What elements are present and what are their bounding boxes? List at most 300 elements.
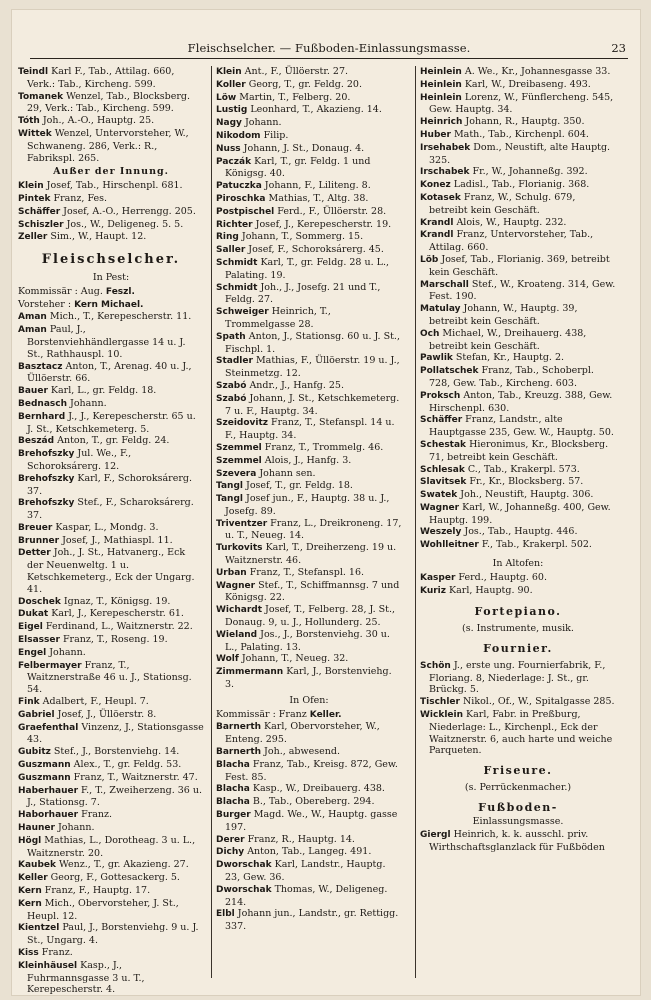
entry-details: Johann, R., Hauptg. 350.	[462, 116, 585, 128]
entry-details: Karl, Hauptg. 90.	[446, 584, 533, 596]
entry-name: Pawlik	[420, 353, 453, 364]
entry-details: Sim., W., Haupt. 12.	[47, 231, 147, 243]
entry-name: Schiszler	[18, 219, 64, 230]
entry-details: Karl, W., Dreibaseng. 493.	[461, 78, 591, 90]
directory-entry	[216, 859, 402, 884]
entry-details: Franz, T., Roseng. 19.	[59, 634, 168, 646]
directory-entry	[18, 722, 204, 747]
entry-details: Alois, J., Hanfg. 3.	[261, 454, 352, 466]
entry-name: Spath	[216, 331, 246, 342]
directory-entry	[18, 809, 204, 822]
entry-details: Josef, J., Mathiaspl. 11.	[59, 534, 173, 546]
directory-entry	[420, 92, 616, 117]
directory-entry	[18, 885, 204, 898]
entry-name: Löb	[420, 254, 439, 265]
entry-name: Fink	[18, 697, 40, 708]
entry-details: Franz, W., Schulg. 679, betreibt kein Geschäft.	[429, 191, 576, 216]
section-title-fortepiano: Fortepiano.	[474, 605, 562, 619]
page-header	[30, 34, 628, 59]
directory-entry	[216, 542, 402, 567]
entry-details: Lorenz, W., Fünflercheng. 545, Gew. Hauptg. 34.	[429, 91, 614, 116]
entry-name: Schön	[420, 660, 451, 671]
entry-details: Hieronimus, Kr., Blocksberg. 71, betreibt kein Geschäft.	[429, 438, 609, 463]
directory-entry	[420, 439, 616, 464]
entry-name: Heinlein	[420, 79, 462, 90]
entry-details: Wenzel, Untervorsteher, W., Schwaneng. 286, Verk.: R., Fabrikspl. 265.	[27, 127, 189, 164]
entry-name: Zimmermann	[216, 667, 284, 678]
entry-name: Felbermayer	[18, 660, 82, 671]
entry-name: Elsasser	[18, 635, 60, 646]
entry-name: Graefenthal	[18, 722, 79, 733]
entry-name: Haberhauer	[18, 785, 79, 796]
entry-details: Franz, Tab., Schoberpl. 728, Gew. Tab., Kircheng. 603.	[429, 365, 594, 389]
entry-details: Dom., Neustift, alte Hauptg. 325.	[429, 141, 611, 166]
directory-entry	[18, 128, 204, 164]
column-1	[18, 66, 204, 996]
directory-entry	[420, 66, 616, 79]
directory-entry	[216, 746, 402, 759]
entry-name: Tóth	[18, 116, 40, 127]
entry-details: Josef jun., F., Hauptg. 38 u. J., Josefg. 89.	[225, 493, 390, 517]
entry-details: Johann, T., Neueg. 32.	[238, 653, 349, 665]
entry-details: Kasp., J., Fuhrmannsgasse 3 u. T., Kerepescherstr. 4.	[27, 959, 145, 996]
entry-details: Karl, J., Kerepescherstr. 61.	[48, 608, 184, 620]
directory-entry	[216, 380, 402, 393]
entry-name: Hauner	[18, 823, 55, 834]
entry-name: Tangl	[216, 494, 243, 505]
entry-name: Nagy	[216, 118, 242, 129]
directory-entry	[18, 66, 204, 91]
directory-entry	[420, 229, 616, 254]
entry-details: Ferd., F., Üllöerstr. 28.	[274, 205, 387, 217]
entry-details: C., Tab., Krakerpl. 573.	[464, 463, 580, 475]
entry-details: Johann.	[67, 397, 107, 409]
entry-details: F., Tab., Krakerpl. 502.	[478, 539, 592, 551]
entry-name: Brunner	[18, 535, 60, 546]
directory-entry	[420, 709, 616, 757]
directory-entry	[216, 156, 402, 181]
entry-name: Derer	[216, 834, 245, 845]
entry-name: Wicklein	[420, 710, 464, 721]
directory-entry	[420, 79, 616, 92]
entry-details: Joh., A.-O., Hauptg. 25.	[39, 115, 155, 127]
entry-name: Giergl	[420, 830, 451, 841]
entry-name: Postpischel	[216, 206, 275, 217]
entry-name: Doschek	[18, 596, 61, 607]
directory-entry	[420, 572, 616, 585]
directory-entry	[18, 435, 204, 448]
directory-entry	[420, 489, 616, 502]
directory-entry	[18, 219, 204, 232]
entry-details: Karl, Obervorsteher, W., Enteng. 295.	[225, 721, 380, 746]
directory-entry	[216, 493, 402, 518]
entry-name: Guszmann	[18, 760, 71, 771]
entry-details: Franz, Untervorsteher, Tab., Attilag. 660.	[429, 229, 594, 254]
directory-entry	[18, 785, 204, 810]
kommissar-line	[216, 709, 402, 722]
entry-details: Johann.	[241, 117, 282, 129]
entry-details: Alois, W., Hauptg. 232.	[453, 216, 567, 228]
entry-name: Kuriz	[420, 585, 446, 596]
entry-name: Wagner	[216, 580, 256, 591]
entry-name: Basztacz	[18, 361, 63, 372]
entry-name: Blacha	[216, 759, 250, 770]
entry-details: Filip.	[260, 129, 289, 141]
entry-name: Urban	[216, 567, 247, 578]
entry-name: Blacha	[216, 797, 250, 808]
directory-entry	[216, 442, 402, 455]
entry-details: Joh., Neustift, Hauptg. 306.	[457, 489, 594, 501]
entry-details: Karl, T., Dreiherzeng. 19 u. Waitznerstr. 46.	[225, 542, 397, 567]
entry-name: Wagner	[420, 502, 460, 513]
directory-entry	[216, 468, 402, 481]
directory-entry	[216, 355, 402, 380]
entry-details: Franz, Tab., Kreisg. 872, Gew. Fest. 85.	[225, 758, 398, 783]
directory-entry	[18, 231, 204, 244]
directory-entry	[18, 608, 204, 621]
directory-entry	[216, 393, 402, 418]
entry-name: Schestak	[420, 439, 467, 450]
entry-name: Bednasch	[18, 398, 67, 409]
entry-details: Paul, J., Borstenviehg. 9 u. J. St., Ungarg. 4.	[27, 922, 199, 947]
entry-details: Johann, J. St., Donaug. 4.	[240, 142, 365, 154]
entry-details: J., erste ung. Fournierfabrik, F., Floriang. 8, Niederlage: J. St., gr. Brückg. 5.	[429, 659, 606, 696]
entry-details: Franz, T., Stefanspl. 14 u. F., Hauptg. 34.	[225, 417, 395, 442]
location-heading-ofen: In Ofen:	[289, 694, 329, 706]
directory-entry	[216, 306, 402, 331]
entry-details: Jul. We., F., Schoroksárerg. 12.	[27, 448, 132, 472]
entry-name: Klein	[216, 67, 242, 77]
directory-entry	[18, 398, 204, 411]
entry-name: Lustig	[216, 105, 248, 116]
entry-details: Josef, F., Schoroksárerg. 45.	[245, 244, 384, 256]
entry-name: Piroschka	[216, 193, 266, 204]
column-divider	[211, 66, 212, 978]
vorsteher-name: Kern Michael.	[74, 299, 144, 310]
directory-entry	[420, 328, 616, 353]
entry-name: Heinrich	[420, 117, 463, 128]
entry-details: Ferdinand, L., Waitznerstr. 22.	[42, 621, 193, 633]
entry-details: Stef., F., Scharoksárerg. 37.	[27, 497, 194, 522]
entry-name: Richter	[216, 219, 253, 230]
column-2	[216, 66, 402, 982]
entry-name: Ring	[216, 232, 239, 243]
entry-name: Teindl	[18, 67, 49, 77]
location-heading-pest: In Pest:	[92, 271, 130, 283]
section-title-fleischselcher: Fleischselcher.	[41, 252, 181, 268]
entry-details: Vinzenz, J., Stationsgasse 43.	[27, 721, 204, 746]
entry-details: Stef., W., Kroateng. 314, Gew. Fest. 190.	[429, 278, 616, 303]
entry-details: Heinrich, k. k. ausschl. priv. Wirthschaftsglanzlack für Fußböden	[429, 829, 605, 854]
entry-details: Joh., J., Josefg. 21 und T., Feldg. 27.	[225, 281, 381, 306]
entry-name: Wohlleitner	[420, 540, 479, 551]
entry-name: Brehofszky	[18, 473, 75, 484]
kommissar-label: Kommissär : Franz	[216, 708, 310, 720]
entry-details: Johann jun., Landstr., gr. Rettigg. 337.	[225, 908, 399, 933]
entry-name: Wolf	[216, 654, 239, 665]
entry-details: Kaspar, L., Mondg. 3.	[52, 521, 159, 533]
directory-entry	[216, 580, 402, 605]
entry-details: Wenzel, Tab., Blocksberg. 29, Verk.: Tab., Kircheng. 599.	[27, 90, 190, 115]
directory-entry	[216, 79, 402, 92]
directory-entry	[420, 352, 616, 365]
directory-entry	[420, 303, 616, 328]
entry-details: F., T., Zweiherzeng. 36 u. J., Stationsg. 7.	[27, 784, 203, 809]
directory-entry	[420, 365, 616, 390]
entry-name: Dworschak	[216, 884, 272, 895]
entry-name: Szeidovitz	[216, 418, 269, 429]
directory-entry	[18, 473, 204, 498]
entry-name: Kern	[18, 886, 42, 896]
directory-entry	[18, 746, 204, 759]
directory-entry	[216, 331, 402, 356]
directory-entry	[216, 796, 402, 809]
entry-name: Huber	[420, 129, 451, 140]
entry-details: Karl, W., Johanneßg. 400, Gew. Hauptg. 199.	[429, 501, 611, 526]
column-divider	[415, 66, 416, 978]
entry-details: Josef, J., Kerepescherstr. 19.	[252, 218, 392, 230]
entry-name: Kleinhäusel	[18, 960, 78, 971]
directory-entry	[216, 219, 402, 232]
entry-details: Josef, T., Felberg. 28, J. St., Donaug. 9, u. J., Hollunderg. 25.	[225, 604, 395, 629]
entry-name: Krandl	[420, 217, 454, 228]
entry-name: Koller	[216, 79, 246, 90]
directory-entry	[420, 217, 616, 230]
entry-name: Engel	[18, 647, 47, 658]
entry-name: Eigel	[18, 622, 43, 633]
entry-details: Mathias, F., Üllöerstr. 19 u. J., Steinmetzg. 12.	[225, 355, 400, 380]
directory-entry	[18, 647, 204, 660]
directory-entry	[216, 282, 402, 307]
entry-details: Jos., J., Borstenviehg. 30 u. L., Palating. 13.	[225, 628, 390, 653]
entry-details: Andr., J., Hanfg. 25.	[246, 379, 345, 391]
directory-entry	[18, 206, 204, 219]
entry-name: Schweiger	[216, 307, 269, 318]
directory-entry	[420, 526, 616, 539]
entry-name: Heinlein	[420, 92, 462, 103]
directory-entry	[420, 696, 616, 709]
entry-name: Dukat	[18, 609, 49, 620]
directory-entry	[216, 809, 402, 834]
entry-details: Alex., T., gr. Feldg. 53.	[70, 759, 182, 771]
directory-entry	[18, 822, 204, 835]
entry-name: Stadler	[216, 356, 253, 367]
entry-name: Pollatschek	[420, 366, 479, 377]
column-3	[420, 66, 616, 982]
entry-details: Joh., abwesend.	[261, 746, 340, 758]
directory-entry	[420, 414, 616, 439]
entry-details: Stef., J., Borstenviehg. 14.	[50, 746, 180, 758]
entry-details: Josef, T., gr. Feldg. 18.	[243, 480, 353, 492]
entry-details: Johann, J. St., Ketschkemeterg. 7 u. F., Hauptg. 34.	[225, 392, 400, 417]
directory-entry	[216, 66, 402, 79]
entry-name: Aman	[18, 325, 47, 336]
entry-name: Triventzer	[216, 518, 268, 529]
directory-entry	[216, 629, 402, 654]
directory-entry	[18, 596, 204, 609]
directory-entry	[18, 385, 204, 398]
entry-details: Anton, Tab., Kreuzg. 388, Gew. Hirschenpl. 630.	[429, 389, 613, 414]
entry-details: Anton, J., Stationsg. 60 u. J. St., Fischpl. 1.	[225, 330, 400, 355]
entry-details: A. We., Kr., Johannesgasse 33.	[461, 66, 611, 77]
location-heading-altofen: In Altofen:	[492, 558, 544, 570]
entry-name: Keller	[18, 873, 48, 884]
entry-name: Dworschak	[216, 860, 272, 871]
directory-entry	[420, 116, 616, 129]
entry-details: Ignaz, T., Königsg. 19.	[60, 595, 171, 607]
directory-entry	[420, 539, 616, 552]
entry-name: Wieland	[216, 629, 258, 640]
directory-entry	[18, 193, 204, 206]
entry-details: Franz.	[38, 946, 73, 958]
directory-entry	[216, 417, 402, 442]
directory-entry	[18, 696, 204, 709]
directory-entry	[420, 142, 616, 167]
entry-name: Kientzel	[18, 923, 60, 934]
entry-details: Jos., Tab., Hauptg. 446.	[461, 526, 578, 538]
entry-details: Franz, T., Stefanspl. 16.	[246, 566, 365, 578]
entry-details: Jos., W., Deligeneg. 5. 5.	[63, 218, 184, 230]
entry-name: Detter	[18, 548, 51, 559]
entry-name: Kiss	[18, 947, 39, 958]
directory-entry	[216, 180, 402, 193]
directory-entry	[18, 91, 204, 116]
directory-entry	[18, 859, 204, 872]
entry-name: Beszád	[18, 436, 55, 447]
entry-details: Karl, Landstr., Hauptg. 23, Gew. 36.	[225, 859, 386, 883]
entry-details: B., Tab., Obereberg. 294.	[249, 796, 375, 808]
kommissar-line	[18, 286, 204, 299]
entry-details: Paul, J., Borstenviehhändlergasse 14 u. J. St., Rathhauspl. 10.	[27, 324, 186, 360]
entry-details: Josef, J., Üllöerstr. 8.	[54, 708, 157, 720]
directory-entry	[216, 518, 402, 543]
entry-name: Irschabek	[420, 167, 470, 178]
entry-name: Barnerth	[216, 722, 262, 733]
entry-name: Wichardt	[216, 605, 263, 616]
entry-name: Nuss	[216, 143, 241, 154]
entry-details: Karl, T., gr. Feldg. 28 u. L., Palating. 19.	[225, 256, 390, 281]
directory-entry	[216, 104, 402, 117]
kommissar-name: Feszl.	[105, 286, 135, 297]
entry-name: Schmidt	[216, 282, 258, 293]
directory-entry	[420, 254, 616, 279]
directory-entry	[216, 244, 402, 257]
entry-name: Breuer	[18, 522, 53, 533]
directory-entry	[216, 783, 402, 796]
directory-entry	[216, 604, 402, 629]
directory-entry	[216, 130, 402, 143]
entry-details: Mathias, L., Dorotheag. 3 u. L., Waitznerstr. 20.	[27, 834, 196, 859]
directory-entry	[18, 311, 204, 324]
directory-entry	[216, 92, 402, 105]
directory-entry	[420, 179, 616, 192]
entry-name: Patuczka	[216, 181, 262, 192]
directory-entry	[18, 835, 204, 860]
entry-details: Karl, Fabr. in Preßburg, Niederlage: L., Kirchenpl., Eck der Waitznerstr. 6, auch harte und weiche Parqueten.	[429, 709, 613, 757]
directory-entry	[18, 621, 204, 634]
entry-name: Schäffer	[420, 415, 463, 426]
entry-details: Heinrich, T., Trommelgasse 28.	[225, 306, 331, 330]
entry-details: Josef, Tab., Florianig. 369, betreibt kein Geschäft.	[429, 253, 610, 278]
directory-entry	[216, 721, 402, 746]
entry-details: Johann sen.	[256, 467, 316, 479]
directory-entry	[216, 653, 402, 666]
entry-details: Karl, T., gr. Feldg. 1 und Königsg. 40.	[225, 155, 371, 180]
entry-name: Szevera	[216, 468, 257, 479]
entry-details: Math., Tab., Kirchenpl. 604.	[450, 128, 589, 140]
entry-details: Franz, F., Hauptg. 17.	[41, 885, 151, 896]
entry-details: Ferd., Hauptg. 60.	[455, 571, 547, 583]
directory-entry	[18, 180, 204, 193]
entry-details: Johann.	[54, 822, 95, 834]
directory-entry	[216, 231, 402, 244]
entry-name: Haborhauer	[18, 810, 79, 821]
entry-details: J., J., Kerepescherstr. 65 u. J. St., Ketschkemeterg. 5.	[27, 410, 196, 435]
entry-name: Bauer	[18, 386, 48, 397]
directory-entry	[420, 476, 616, 489]
entry-details: Stef., T., Schiffmannsg. 7 und Königsg. 22.	[225, 579, 400, 604]
directory-entry	[420, 129, 616, 142]
entry-name: Szemmel	[216, 455, 262, 466]
directory-entry	[216, 455, 402, 468]
directory-entry	[18, 759, 204, 772]
entry-details: Magd. We., W., Hauptg. gasse 197.	[225, 809, 398, 833]
entry-details: Karl, F., Schoroksárerg. 37.	[27, 472, 192, 497]
kommissar-name: Keller.	[309, 709, 342, 720]
entry-details: Franz.	[78, 809, 113, 821]
directory-entry	[216, 908, 402, 933]
entry-details: Ladisl., Tab., Florianig. 368.	[450, 179, 590, 191]
entry-details: Leonhard, T., Akazieng. 14.	[247, 104, 382, 116]
entry-details: Johann.	[46, 646, 86, 658]
entry-name: Löw	[216, 92, 237, 103]
entry-details: Franz, T., Trommelg. 46.	[261, 441, 384, 453]
directory-entry	[18, 947, 204, 960]
directory-entry	[18, 872, 204, 885]
directory-entry	[420, 464, 616, 477]
entry-name: Saller	[216, 245, 246, 256]
entry-name: Och	[420, 328, 440, 339]
directory-entry	[18, 497, 204, 522]
directory-entry	[18, 772, 204, 785]
entry-name: Marschall	[420, 279, 469, 290]
entry-name: Barnerth	[216, 747, 262, 758]
entry-details: Mich., Obervorsteher, J. St., Heupl. 12.	[27, 897, 179, 922]
directory-entry	[420, 502, 616, 527]
entry-name: Kaubek	[18, 860, 56, 871]
entry-details: Franz, T., Waitznerstr. 47.	[70, 771, 198, 783]
entry-details: Thomas, W., Deligeneg. 214.	[225, 883, 388, 908]
directory-entry	[216, 193, 402, 206]
vorsteher-label: Vorsteher :	[18, 298, 75, 310]
entry-details: Franz, R., Hauptg. 14.	[244, 833, 355, 845]
directory-entry	[18, 448, 204, 473]
entry-name: Klein	[18, 181, 44, 192]
entry-details: Stefan, Kr., Hauptg. 2.	[452, 352, 565, 364]
directory-entry	[18, 709, 204, 722]
entry-details: Franz, Fes.	[50, 192, 108, 204]
entry-name: Brehofszky	[18, 449, 75, 460]
entry-details: Johann, F., Liliteng. 8.	[261, 180, 371, 192]
directory-entry	[216, 846, 402, 859]
entry-name: Kasper	[420, 572, 456, 583]
entry-name: Schlesak	[420, 464, 465, 475]
entry-details: Karl, J., Borstenviehg. 3.	[225, 666, 392, 691]
entry-details: Franz, T., Waitznerstraße 46 u. J., Stationsg. 54.	[27, 659, 192, 696]
directory-entry	[216, 759, 402, 784]
directory-entry	[420, 829, 616, 854]
entry-name: Proksch	[420, 390, 461, 401]
